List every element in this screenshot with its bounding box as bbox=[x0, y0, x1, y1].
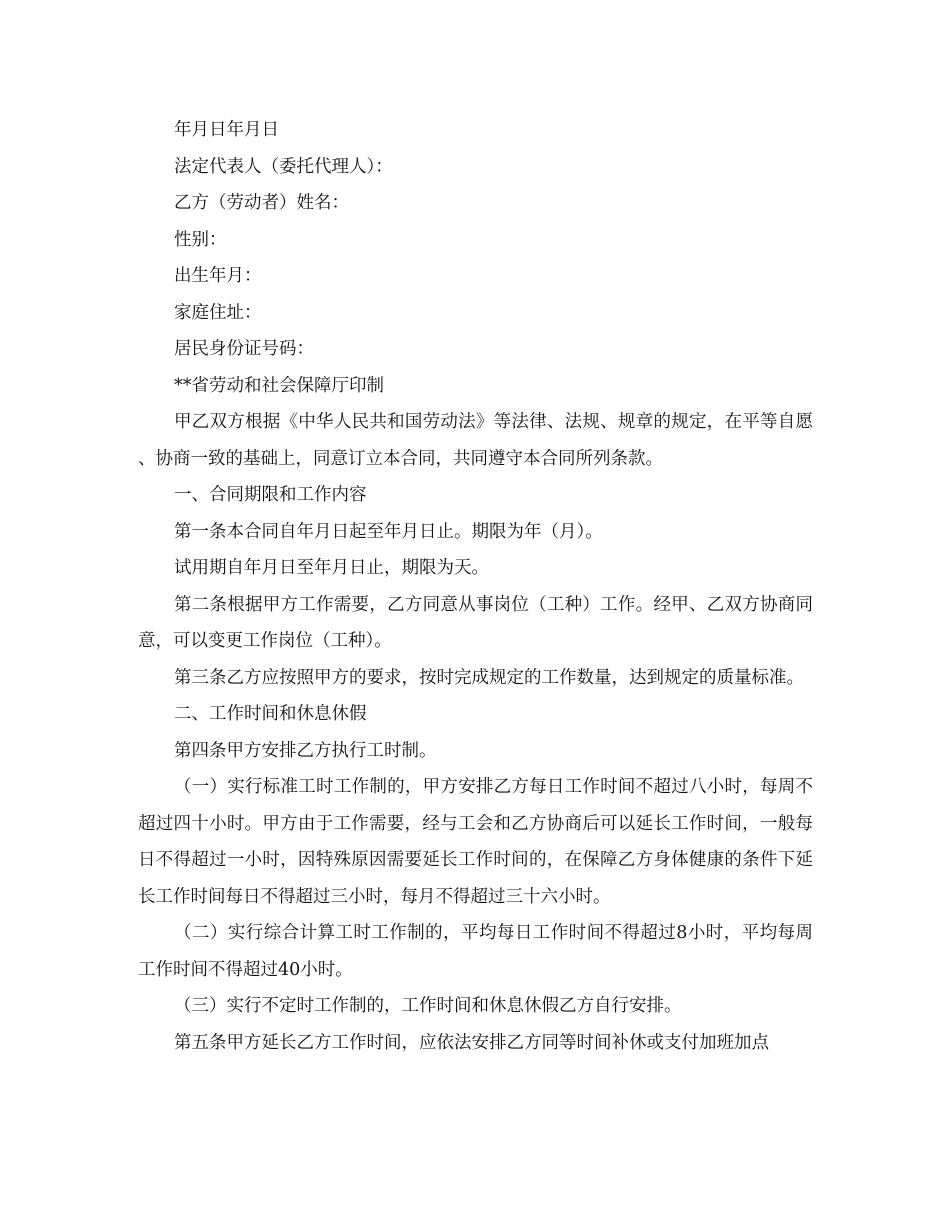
article-2: 第二条根据甲方工作需要，乙方同意从事岗位（工种）工作。经甲、乙双方协商同意，可以变更工作岗位（工种）。 bbox=[138, 594, 813, 651]
date-line: 年月日年月日 bbox=[174, 120, 279, 140]
article-4: 第四条甲方安排乙方执行工时制。 bbox=[174, 740, 437, 761]
worker-name-field: 乙方（劳动者）姓名： bbox=[174, 193, 349, 213]
article-3: 第三条乙方应按照甲方的要求，按时完成规定的工作数量，达到规定的质量标准。 bbox=[174, 667, 804, 688]
id-number-field: 居民身份证号码： bbox=[174, 339, 314, 359]
article-5: 第五条甲方延长乙方工作时间，应依法安排乙方同等时间补休或支付加班加点 bbox=[174, 1032, 769, 1053]
birth-date-field: 出生年月： bbox=[174, 266, 262, 286]
legal-representative-field: 法定代表人（委托代理人）： bbox=[174, 156, 393, 177]
probation-paragraph: 试用期自年月日至年月日止，期限为天。 bbox=[174, 558, 489, 578]
section-heading-hours: 二、工作时间和休息休假 bbox=[174, 704, 367, 724]
section-heading-term: 一、合同期限和工作内容 bbox=[174, 485, 367, 505]
preamble-paragraph: 甲乙双方根据《中华人民共和国劳动法》等法律、法规、规章的规定，在平等自愿、协商一致的基础上，同意订立本合同，共同遵守本合同所列条款。 bbox=[138, 412, 813, 469]
document-body bbox=[138, 112, 813, 1061]
clause-4-3: （三）实行不定时工作制的，工作时间和休息休假乙方自行安排。 bbox=[174, 996, 682, 1016]
home-address-field: 家庭住址： bbox=[174, 302, 262, 323]
clause-4-2: （二）实行综合计算工时工作制的，平均每日工作时间不得超过8小时，平均每周工作时间不得超过40小时。 bbox=[138, 923, 813, 980]
clause-4-1: （一）实行标准工时工作制的，甲方安排乙方每日工作时间不超过八小时，每周不超过四十小时。甲方由于工作需要，经与工会和乙方协商后可以延长工作时间，一般每日不得超过一小时，因特殊原因需要延长工作时间的，在保障乙方身体健康的条件下延长工作时间每日不得超过三小时，每月不得超过三十六小时。 bbox=[138, 777, 813, 907]
article-1: 第一条本合同自年月日起至年月日止。期限为年（月）。 bbox=[174, 521, 603, 542]
gender-field: 性别： bbox=[174, 229, 227, 250]
printer-note: **省劳动和社会保障厅印制 bbox=[174, 375, 384, 396]
